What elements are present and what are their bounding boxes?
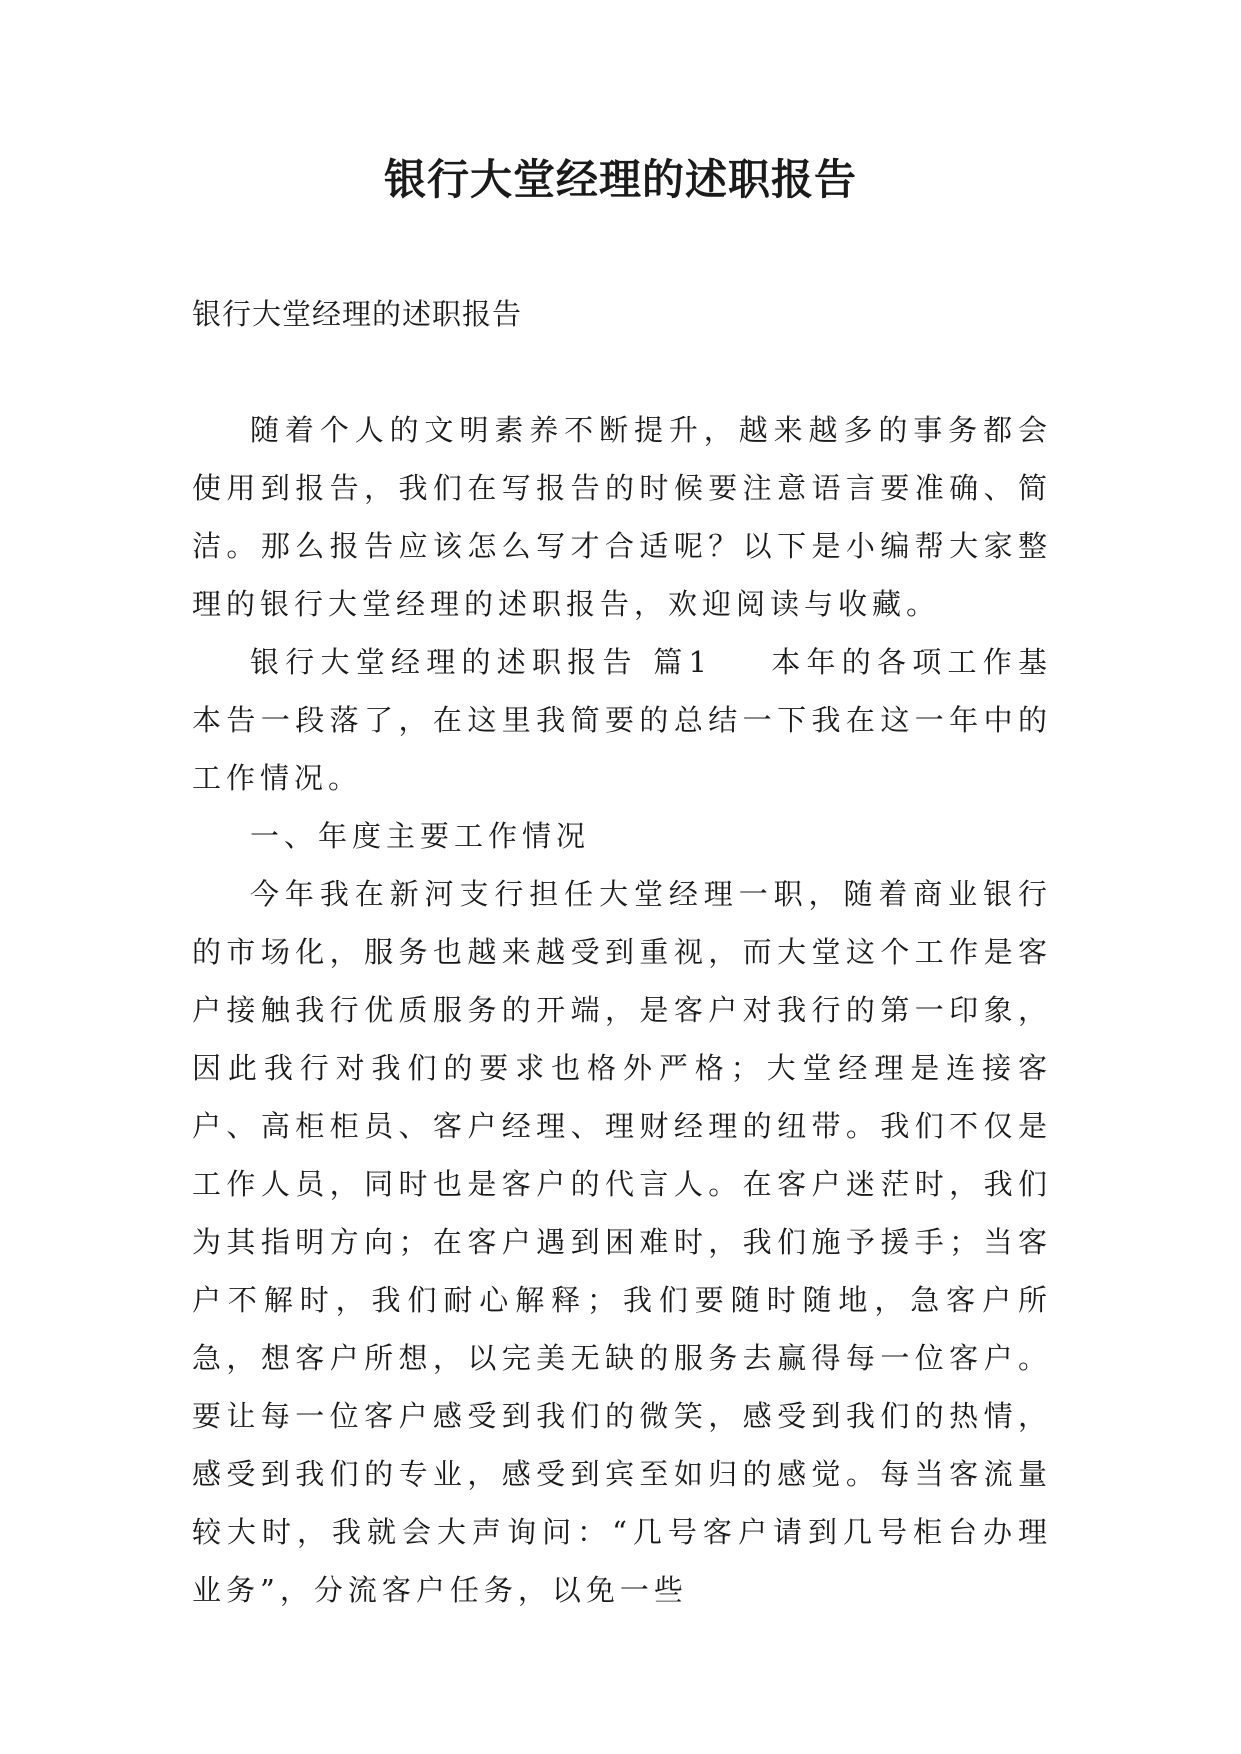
section-heading: 银行大堂经理的述职报告 篇1 <box>250 645 712 679</box>
section-paragraph <box>192 633 1052 807</box>
part-one-body: 今年我在新河支行担任大堂经理一职，随着商业银行的市场化，服务也越来越受到重视，而大堂这个工作是客户接触我行优质服务的开端，是客户对我行的第一印象，因此我行对我们的要求也格外严格；大堂经理是连接客户、高柜柜员、客户经理、理财经理的纽带。我们不仅是工作人员，同时也是客户的代言人。在客户迷茫时，我们为其指明方向；在客户遇到困难时，我们施予援手；当客户不解时，我们耐心解释；我们要随时随地，急客户所急，想客户所想，以完美无缺的服务去赢得每一位客户。要让每一位客户感受到我们的微笑，感受到我们的热情，感受到我们的专业，感受到宾至如归的感觉。每当客流量较大时，我就会大声询问：“几号客户请到几号柜台办理业务”，分流客户任务，以免一些 <box>192 877 1052 1607</box>
intro-paragraph: 随着个人的文明素养不断提升，越来越多的事务都会使用到报告，我们在写报告的时候要注意语言要准确、简洁。那么报告应该怎么写才合适呢？以下是小编帮大家整理的银行大堂经理的述职报告，欢迎阅读与收藏。 <box>192 413 1052 621</box>
document-body <box>192 285 1052 1619</box>
part-one-heading: 一、年度主要工作情况 <box>250 819 591 853</box>
document-subtitle: 银行大堂经理的述职报告 <box>192 297 523 331</box>
section-intro: 本年的各项工作基本告一段落了，在这里我简要的总结一下我在这一年中的工作情况。 <box>192 645 1052 795</box>
document-title: 银行大堂经理的述职报告 <box>383 155 857 204</box>
